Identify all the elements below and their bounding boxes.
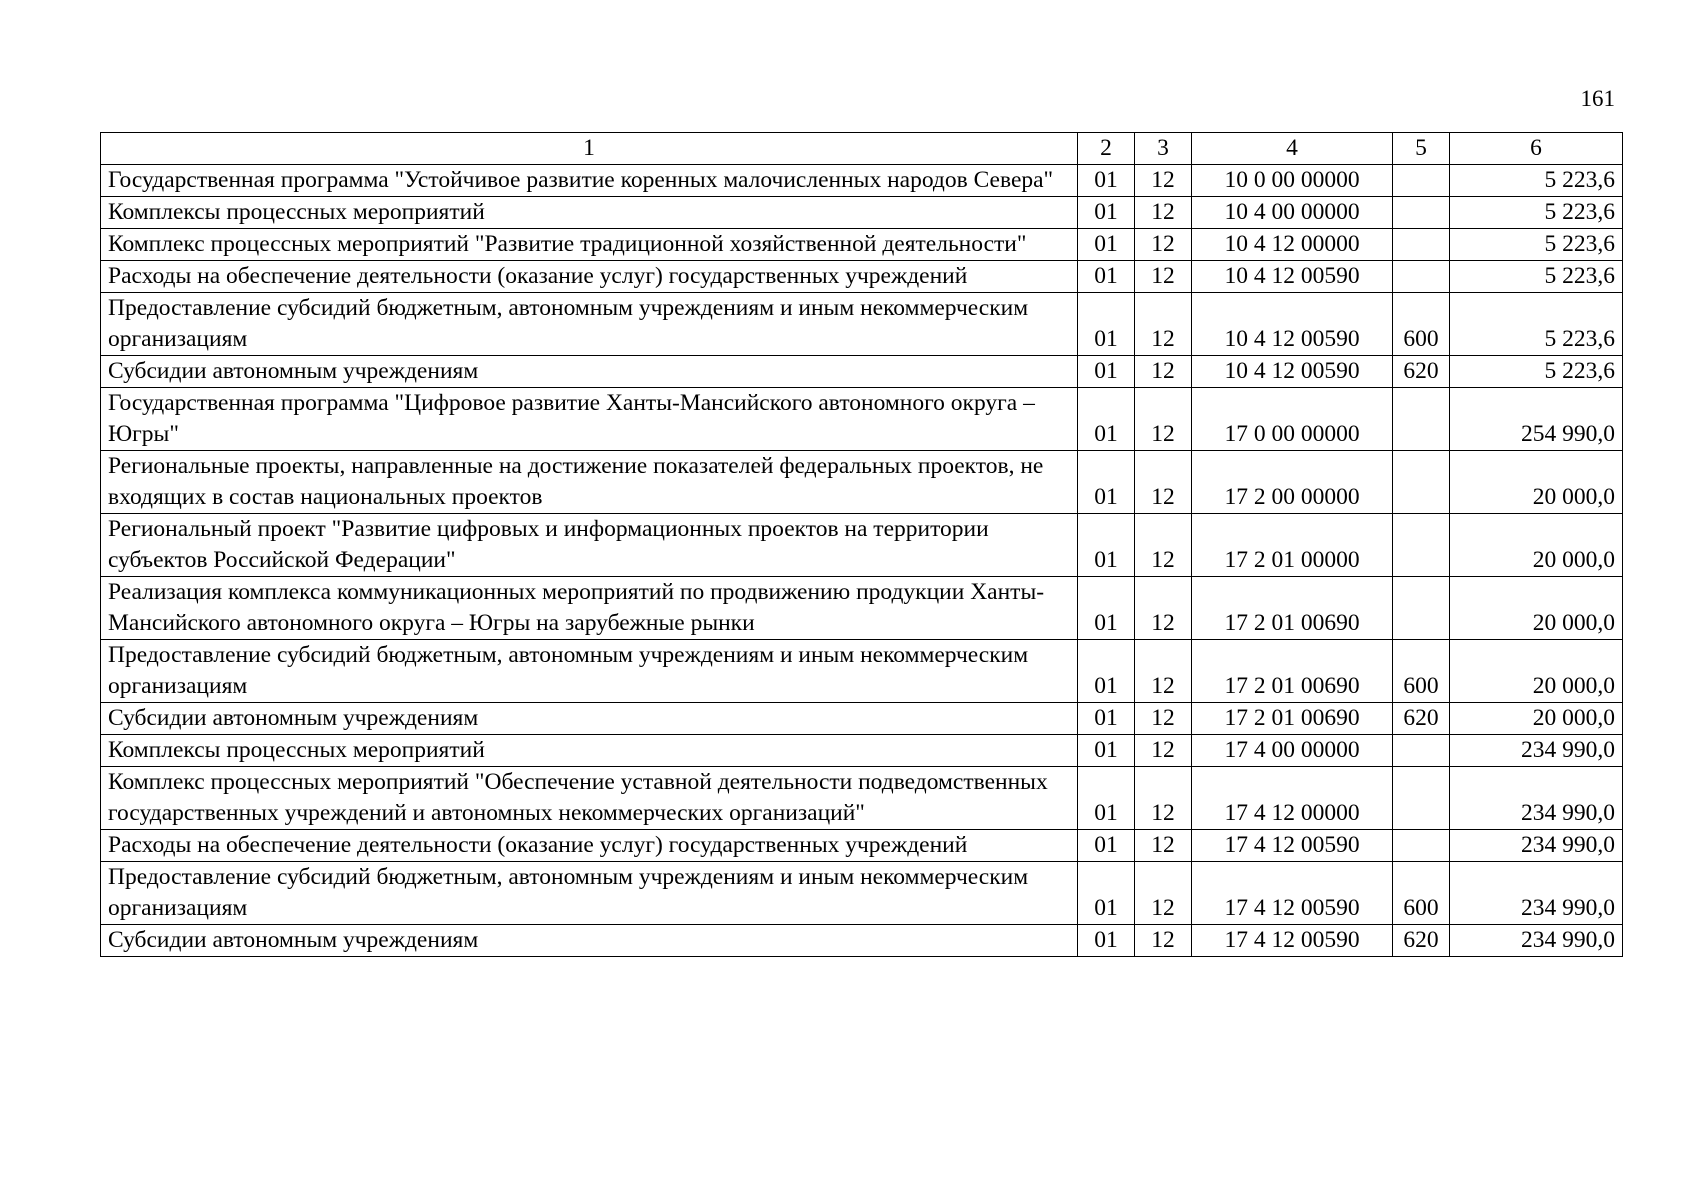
row-name-cell: Реализация комплекса коммуникационных мероприятий по продвижению продукции Ханты-Мансийского автономного округа – Югры на зарубежные рынки — [101, 577, 1078, 640]
subsection-code-cell: 12 — [1135, 229, 1192, 261]
amount-cell: 20 000,0 — [1450, 514, 1623, 577]
table-row — [101, 197, 1623, 229]
table-body — [101, 165, 1623, 957]
row-name-cell: Региональный проект "Развитие цифровых и информационных проектов на территории субъектов Российской Федерации" — [101, 514, 1078, 577]
row-name-cell: Комплекс процессных мероприятий "Обеспечение уставной деятельности подведомственных государственных учреждений и автономных некоммерческих организаций" — [101, 767, 1078, 830]
column-header: 5 — [1393, 133, 1450, 165]
target-article-cell: 17 4 12 00590 — [1192, 830, 1393, 862]
subsection-code-cell: 12 — [1135, 735, 1192, 767]
subsection-code-cell: 12 — [1135, 451, 1192, 514]
amount-cell: 20 000,0 — [1450, 640, 1623, 703]
column-header: 4 — [1192, 133, 1393, 165]
target-article-cell: 17 4 00 00000 — [1192, 735, 1393, 767]
row-name-cell: Предоставление субсидий бюджетным, автономным учреждениям и иным некоммерческим организациям — [101, 293, 1078, 356]
target-article-cell: 17 2 01 00690 — [1192, 703, 1393, 735]
table-row — [101, 925, 1623, 957]
expense-type-cell — [1393, 830, 1450, 862]
table-row — [101, 514, 1623, 577]
target-article-cell: 10 4 12 00000 — [1192, 229, 1393, 261]
row-name-cell: Государственная программа "Цифровое развитие Ханты-Мансийского автономного округа – Югры" — [101, 388, 1078, 451]
table-row — [101, 862, 1623, 925]
amount-cell: 234 990,0 — [1450, 830, 1623, 862]
amount-cell: 234 990,0 — [1450, 925, 1623, 957]
subsection-code-cell: 12 — [1135, 767, 1192, 830]
expense-type-cell: 620 — [1393, 356, 1450, 388]
column-header: 2 — [1078, 133, 1135, 165]
target-article-cell: 17 2 01 00000 — [1192, 514, 1393, 577]
section-code-cell: 01 — [1078, 293, 1135, 356]
section-code-cell: 01 — [1078, 514, 1135, 577]
row-name-cell: Расходы на обеспечение деятельности (оказание услуг) государственных учреждений — [101, 830, 1078, 862]
table-row — [101, 229, 1623, 261]
target-article-cell: 17 2 01 00690 — [1192, 577, 1393, 640]
column-header: 6 — [1450, 133, 1623, 165]
amount-cell: 254 990,0 — [1450, 388, 1623, 451]
expense-type-cell: 600 — [1393, 640, 1450, 703]
section-code-cell: 01 — [1078, 261, 1135, 293]
amount-cell: 5 223,6 — [1450, 165, 1623, 197]
table-row — [101, 735, 1623, 767]
expense-type-cell — [1393, 577, 1450, 640]
section-code-cell: 01 — [1078, 925, 1135, 957]
expense-type-cell: 620 — [1393, 703, 1450, 735]
amount-cell: 20 000,0 — [1450, 703, 1623, 735]
expense-type-cell — [1393, 388, 1450, 451]
row-name-cell: Расходы на обеспечение деятельности (оказание услуг) государственных учреждений — [101, 261, 1078, 293]
expense-type-cell: 620 — [1393, 925, 1450, 957]
row-name-cell: Предоставление субсидий бюджетным, автономным учреждениям и иным некоммерческим организациям — [101, 640, 1078, 703]
section-code-cell: 01 — [1078, 703, 1135, 735]
column-header: 1 — [101, 133, 1078, 165]
target-article-cell: 17 2 01 00690 — [1192, 640, 1393, 703]
subsection-code-cell: 12 — [1135, 514, 1192, 577]
section-code-cell: 01 — [1078, 356, 1135, 388]
target-article-cell: 10 4 12 00590 — [1192, 293, 1393, 356]
row-name-cell: Комплексы процессных мероприятий — [101, 197, 1078, 229]
table-row — [101, 830, 1623, 862]
subsection-code-cell: 12 — [1135, 862, 1192, 925]
amount-cell: 234 990,0 — [1450, 767, 1623, 830]
amount-cell: 5 223,6 — [1450, 261, 1623, 293]
subsection-code-cell: 12 — [1135, 356, 1192, 388]
expense-type-cell — [1393, 165, 1450, 197]
section-code-cell: 01 — [1078, 229, 1135, 261]
row-name-cell: Региональные проекты, направленные на достижение показателей федеральных проектов, не входящих в состав национальных проектов — [101, 451, 1078, 514]
target-article-cell: 17 4 12 00590 — [1192, 862, 1393, 925]
section-code-cell: 01 — [1078, 197, 1135, 229]
table-row — [101, 703, 1623, 735]
row-name-cell: Субсидии автономным учреждениям — [101, 356, 1078, 388]
amount-cell: 5 223,6 — [1450, 293, 1623, 356]
amount-cell: 234 990,0 — [1450, 735, 1623, 767]
subsection-code-cell: 12 — [1135, 261, 1192, 293]
expense-type-cell — [1393, 197, 1450, 229]
expense-type-cell — [1393, 514, 1450, 577]
section-code-cell: 01 — [1078, 451, 1135, 514]
section-code-cell: 01 — [1078, 577, 1135, 640]
target-article-cell: 10 4 00 00000 — [1192, 197, 1393, 229]
row-name-cell: Предоставление субсидий бюджетным, автономным учреждениям и иным некоммерческим организациям — [101, 862, 1078, 925]
expense-type-cell — [1393, 229, 1450, 261]
section-code-cell: 01 — [1078, 735, 1135, 767]
expense-type-cell: 600 — [1393, 862, 1450, 925]
subsection-code-cell: 12 — [1135, 165, 1192, 197]
amount-cell: 20 000,0 — [1450, 577, 1623, 640]
table-row — [101, 577, 1623, 640]
subsection-code-cell: 12 — [1135, 703, 1192, 735]
target-article-cell: 10 0 00 00000 — [1192, 165, 1393, 197]
budget-table — [100, 132, 1623, 957]
target-article-cell: 10 4 12 00590 — [1192, 261, 1393, 293]
amount-cell: 5 223,6 — [1450, 197, 1623, 229]
section-code-cell: 01 — [1078, 640, 1135, 703]
table-row — [101, 767, 1623, 830]
amount-cell: 20 000,0 — [1450, 451, 1623, 514]
row-name-cell: Субсидии автономным учреждениям — [101, 925, 1078, 957]
row-name-cell: Государственная программа "Устойчивое развитие коренных малочисленных народов Севера" — [101, 165, 1078, 197]
expense-type-cell — [1393, 735, 1450, 767]
subsection-code-cell: 12 — [1135, 577, 1192, 640]
page-number: 161 — [1580, 86, 1615, 111]
table-row — [101, 388, 1623, 451]
row-name-cell: Субсидии автономным учреждениям — [101, 703, 1078, 735]
subsection-code-cell: 12 — [1135, 830, 1192, 862]
table-row — [101, 293, 1623, 356]
expense-type-cell — [1393, 767, 1450, 830]
expense-type-cell — [1393, 451, 1450, 514]
section-code-cell: 01 — [1078, 767, 1135, 830]
target-article-cell: 17 2 00 00000 — [1192, 451, 1393, 514]
table-row — [101, 165, 1623, 197]
subsection-code-cell: 12 — [1135, 640, 1192, 703]
section-code-cell: 01 — [1078, 862, 1135, 925]
row-name-cell: Комплекс процессных мероприятий "Развитие традиционной хозяйственной деятельности" — [101, 229, 1078, 261]
row-name-cell: Комплексы процессных мероприятий — [101, 735, 1078, 767]
subsection-code-cell: 12 — [1135, 388, 1192, 451]
target-article-cell: 17 4 12 00000 — [1192, 767, 1393, 830]
target-article-cell: 17 0 00 00000 — [1192, 388, 1393, 451]
table-row — [101, 261, 1623, 293]
section-code-cell: 01 — [1078, 165, 1135, 197]
target-article-cell: 10 4 12 00590 — [1192, 356, 1393, 388]
section-code-cell: 01 — [1078, 830, 1135, 862]
expense-type-cell: 600 — [1393, 293, 1450, 356]
subsection-code-cell: 12 — [1135, 197, 1192, 229]
target-article-cell: 17 4 12 00590 — [1192, 925, 1393, 957]
column-header: 3 — [1135, 133, 1192, 165]
table-row — [101, 451, 1623, 514]
amount-cell: 5 223,6 — [1450, 229, 1623, 261]
subsection-code-cell: 12 — [1135, 293, 1192, 356]
amount-cell: 5 223,6 — [1450, 356, 1623, 388]
section-code-cell: 01 — [1078, 388, 1135, 451]
expense-type-cell — [1393, 261, 1450, 293]
amount-cell: 234 990,0 — [1450, 862, 1623, 925]
table-row — [101, 640, 1623, 703]
table-row — [101, 356, 1623, 388]
table-header-row — [101, 133, 1623, 165]
subsection-code-cell: 12 — [1135, 925, 1192, 957]
